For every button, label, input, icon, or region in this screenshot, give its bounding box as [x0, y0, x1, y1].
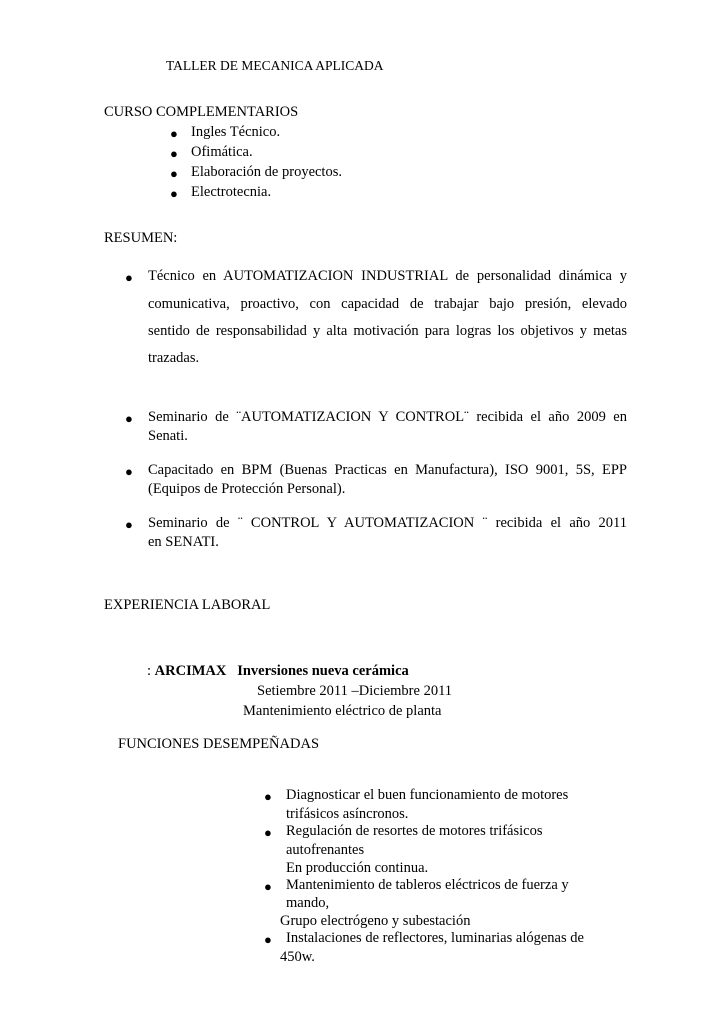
funcion-line: Instalaciones de reflectores, luminarias alógenas de [286, 930, 584, 946]
list-item: Ofimática. [191, 144, 253, 160]
funcion-line: 450w. [280, 949, 315, 965]
experiencia-heading: EXPERIENCIA LABORAL [104, 597, 271, 613]
cursos-heading: CURSO COMPLEMENTARIOS [104, 104, 299, 120]
seminario-line: Senati. [148, 428, 188, 444]
funcion-line: En producción continua. [286, 860, 429, 876]
list-item: Electrotecnia. [191, 184, 272, 200]
seminario-line: (Equipos de Protección Personal). [148, 481, 346, 497]
funcion-line: Grupo electrógeno y subestación [280, 913, 471, 929]
funcion-line: Regulación de resortes de motores trifásicos [286, 823, 543, 839]
bullet-icon: ● [170, 146, 178, 161]
resumen-line: comunicativa, proactivo, con capacidad de trabajar bajo presión, elevado [148, 296, 627, 312]
bullet-icon: ● [170, 166, 178, 181]
experiencia-period: Setiembre 2011 –Diciembre 2011 [257, 683, 453, 699]
seminario-line: Seminario de ¨AUTOMATIZACION Y CONTROL¨ recibida el año 2009 en [148, 409, 627, 425]
seminario-line: en SENATI. [148, 534, 219, 550]
funciones-heading: FUNCIONES DESEMPEÑADAS [118, 736, 320, 752]
bullet-icon: ● [125, 464, 133, 479]
company-prefix: : [147, 663, 155, 679]
resumen-line: trazadas. [148, 350, 200, 366]
resumen-line: sentido de responsabilidad y alta motivación para logras los objetivos y metas [148, 323, 627, 339]
bullet-icon: ● [264, 825, 272, 840]
experiencia-role: Mantenimiento eléctrico de planta [243, 703, 442, 719]
seminario-line: Seminario de ¨ CONTROL Y AUTOMATIZACION ¨ recibida el año 2011 [148, 515, 627, 531]
experiencia-company-line [147, 663, 409, 680]
list-item: Ingles Técnico. [191, 124, 281, 140]
list-item: Elaboración de proyectos. [191, 164, 342, 180]
funcion-line: trifásicos asíncronos. [286, 806, 409, 822]
page-header-title: TALLER DE MECANICA APLICADA [166, 58, 384, 73]
funcion-line: mando, [286, 895, 330, 911]
bullet-icon: ● [125, 411, 133, 426]
bullet-icon: ● [264, 932, 272, 947]
bullet-icon: ● [125, 517, 133, 532]
resumen-heading: RESUMEN: [104, 230, 178, 246]
funcion-line: autofrenantes [286, 842, 365, 858]
seminario-line: Capacitado en BPM (Buenas Practicas en Manufactura), ISO 9001, 5S, EPP [148, 462, 627, 478]
bullet-icon: ● [264, 789, 272, 804]
bullet-icon: ● [264, 879, 272, 894]
bullet-icon: ● [170, 126, 178, 141]
company-description: Inversiones nueva cerámica [237, 663, 409, 679]
resumen-line: Técnico en AUTOMATIZACION INDUSTRIAL de personalidad dinámica y [148, 268, 627, 284]
bullet-icon: ● [170, 186, 178, 201]
company-name: ARCIMAX [154, 663, 227, 679]
funcion-line: Mantenimiento de tableros eléctricos de fuerza y [286, 877, 569, 893]
bullet-icon: ● [125, 270, 133, 285]
funcion-line: Diagnosticar el buen funcionamiento de motores [286, 787, 569, 803]
